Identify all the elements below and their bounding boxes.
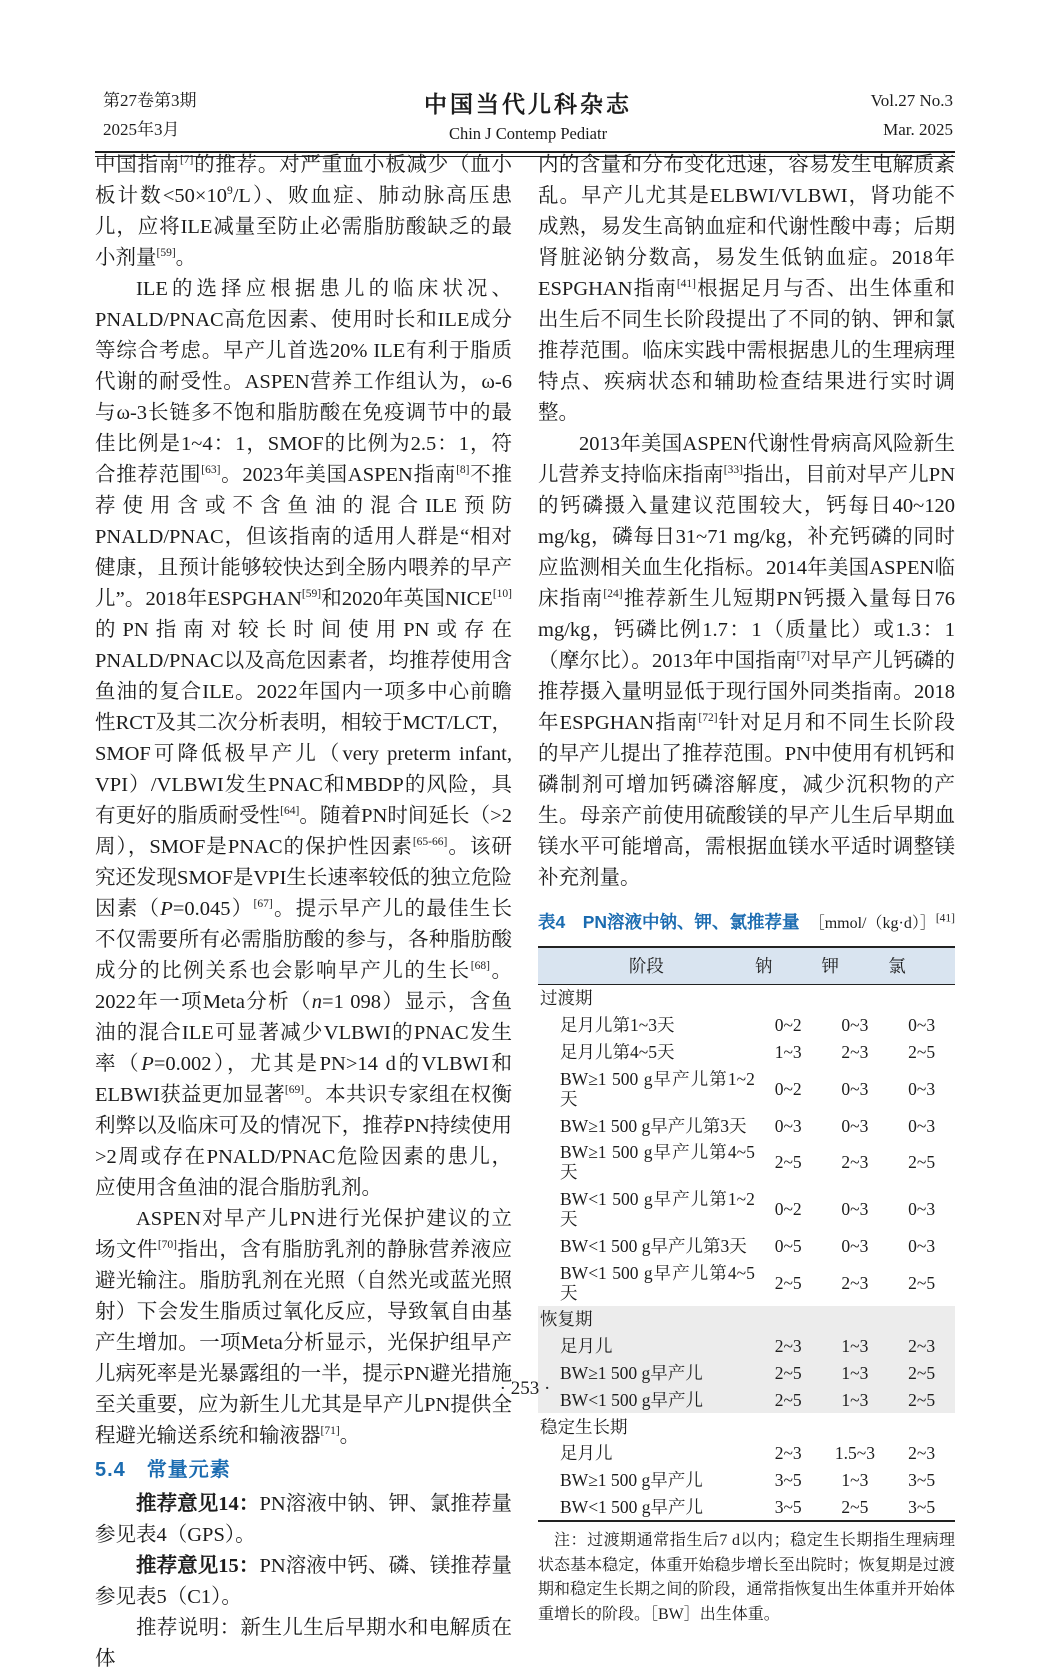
table4-col-header: 氯 — [888, 947, 955, 985]
journal-title-en: Chin J Contemp Pediatr — [448, 124, 608, 143]
table4-caption — [538, 907, 955, 939]
text-run: 2013年美国ASPEN代谢性骨病高风险新生儿营养支持临床指南 — [538, 433, 955, 486]
paragraph — [95, 1551, 512, 1613]
table4-value-cell: 2~5 — [774, 1272, 802, 1293]
paragraph — [95, 150, 512, 274]
text-run: n — [311, 991, 323, 1013]
table4-value-cell: 1~3 — [841, 1470, 869, 1491]
table4-section-label: 稳定生长期 — [540, 1416, 628, 1437]
table4-value-cell: 2~5 — [908, 1152, 936, 1173]
table4-value-cell: 1~3 — [774, 1041, 802, 1062]
table4-stage-cell: BW≥1 500 g早产儿第1~2天 — [560, 1068, 755, 1109]
table4-value-cell: 2~3 — [841, 1041, 869, 1062]
table4-stage-cell: 足月儿第1~3天 — [560, 1015, 675, 1036]
table4-stage-cell: BW≥1 500 g早产儿第3天 — [560, 1115, 747, 1136]
table4-stage-cell: BW≥1 500 g早产儿 — [560, 1470, 703, 1491]
text-run: 推荐新生儿短期PN钙摄入量每日76 mg/kg，钙磷比例1.7：1（质量比）或1.3：1（摩尔比）。2013年中国指南 — [538, 588, 955, 672]
paragraph — [95, 274, 512, 1204]
table4-row — [538, 1112, 955, 1139]
citation-ref: [8] — [456, 464, 470, 477]
table4-value-cell: 0~2 — [774, 1015, 802, 1036]
table4-unit — [809, 908, 955, 939]
text-run: 。随着PN时间延长（>2周），SMOF是PNAC的保护性因素 — [95, 805, 512, 858]
citation-ref: [41] — [935, 912, 955, 925]
text-run: 指出，目前对早产儿PN的钙磷摄入量建议范围较大，钙每日40~120 mg/kg，磷每日31~71 mg/kg，补充钙磷的同时应监测相关血生化指标。2014年美国ASPEN临床指南 — [538, 464, 956, 610]
table4-value-cell: 2~5 — [755, 1360, 822, 1387]
table4-value-cell: 0~3 — [841, 1199, 869, 1220]
table4-note: 注：过渡期通常指生后7 d以内；稳定生长期指生理病理状态基本稳定，体重开始稳步增长至出院时；恢复期是过渡期和稳定生长期之间的阶段，通常指恢复出生体重并开始体重增长的阶段。［BW］出生体重。 — [538, 1532, 955, 1623]
paragraph — [95, 1613, 512, 1675]
citation-ref: [72] — [698, 712, 718, 725]
table4-row — [538, 1259, 955, 1306]
citation-ref: [59] — [156, 247, 176, 260]
text-run: 推荐意见14： — [136, 1493, 260, 1515]
paragraph — [95, 1204, 512, 1452]
table4-stage-cell: 足月儿第4~5天 — [560, 1041, 675, 1062]
table4-value-cell: 2~3 — [908, 1443, 936, 1464]
citation-ref: [69] — [284, 1084, 305, 1097]
paragraph — [95, 1489, 512, 1551]
table4-value-cell: 0~3 — [908, 1078, 936, 1099]
table4-value-cell: 3~5 — [908, 1496, 936, 1517]
right-column — [538, 150, 955, 1675]
table4-head-row — [538, 947, 955, 985]
table4-value-cell: 0~3 — [841, 1015, 869, 1036]
text-run: 5.4 常量元素 — [95, 1459, 231, 1481]
citation-ref: [7] — [796, 650, 811, 663]
citation-ref: [59] — [301, 588, 322, 601]
citation-ref: [7] — [179, 154, 194, 167]
table4-row — [538, 1494, 955, 1522]
table4-stage-cell: BW≥1 500 g早产儿第4~5天 — [560, 1142, 755, 1183]
text-run: 。2023年美国ASPEN指南 — [220, 464, 457, 486]
table4-row — [538, 1467, 955, 1494]
table4-row — [538, 1333, 955, 1360]
text-run: 根据足月与否、出生体重和出生后不同生长阶段提出了不同的钠、钾和氯推荐范围。临床实践中需根据患儿的生理病理特点、疾病状态和辅助检查结果进行实时调整。 — [538, 278, 956, 424]
table4-value-cell: 0~3 — [841, 1078, 869, 1099]
table4-value-cell: 0~3 — [908, 1115, 936, 1136]
citation-ref: [10] — [492, 588, 512, 601]
table4-value-cell: 0~2 — [774, 1199, 802, 1220]
table4-stage-cell: BW<1 500 g早产儿第4~5天 — [560, 1262, 755, 1303]
table4-row — [538, 1186, 955, 1233]
table4-value-cell: 1~3 — [822, 1386, 889, 1413]
citation-ref: [67] — [253, 898, 273, 911]
header-right — [763, 86, 955, 144]
text-run: /L）、败血症、肺动脉高压患儿，应将ILE减量至防止必需脂肪酸缺乏的最小剂量 — [95, 185, 513, 269]
table4-row — [538, 1039, 955, 1066]
table4-value-cell: 2~3 — [888, 1333, 955, 1360]
table4-stage-cell: BW<1 500 g早产儿第1~2天 — [560, 1189, 755, 1230]
table4-section-label: 过渡期 — [540, 988, 593, 1009]
text-run: 的PN指南对较长时间使用PN或存在PNALD/PNAC以及高危因素者，均推荐使用含鱼油的复合ILE。2022年国内一项多中心前瞻性RCT及其二次分析表明，相较于MCT/LCT，SMOF可降低极早产儿（very preterm infant, VPI）/VLBWI发生PNAC和MBDP的风险，具有更好的脂质耐受性 — [95, 619, 512, 827]
table4-body — [538, 985, 955, 1522]
table4 — [538, 907, 955, 1627]
table4-stage-cell: BW<1 500 g早产儿 — [538, 1386, 755, 1413]
text-run: 。 — [339, 1425, 361, 1447]
date-en: Mar. 2025 — [883, 120, 953, 139]
text-run: =0.045） — [172, 898, 254, 920]
table4-row — [538, 1012, 955, 1039]
table4-value-cell: 3~5 — [774, 1496, 802, 1517]
text-run: 和2020年英国NICE — [321, 588, 493, 610]
text-run: P — [141, 1053, 154, 1075]
journal-header — [95, 86, 955, 157]
table4-section-row — [538, 985, 955, 1012]
citation-ref: [70] — [157, 1239, 177, 1252]
header-left — [95, 86, 293, 144]
text-run: 。提示早产儿的最佳生长不仅需要所有必需脂肪酸的参与，各种脂肪酸成分的比例关系也会影响早产儿的生长 — [95, 898, 513, 982]
table4-col-header: 阶段 — [538, 947, 755, 985]
citation-ref: [63] — [201, 464, 221, 477]
table4-value-cell: 0~3 — [841, 1235, 869, 1256]
text-run: 。2022年一项Meta分析（ — [95, 960, 513, 1013]
table4-row — [538, 1139, 955, 1186]
date-cn: 2025年3月 — [103, 120, 180, 139]
citation-ref: [71] — [320, 1425, 340, 1438]
table4-value-cell: 0~3 — [908, 1015, 936, 1036]
text-run: P — [160, 898, 173, 920]
citation-ref: 9 — [226, 185, 233, 198]
table4-value-cell: 0~3 — [841, 1115, 869, 1136]
table4-value-cell: 3~5 — [774, 1470, 802, 1491]
text-run: ［mmol/（kg·d）］ — [808, 915, 936, 932]
table4-value-cell: 2~3 — [841, 1272, 869, 1293]
table4-stage-cell: 足月儿 — [560, 1443, 613, 1464]
text-run: 的推荐。对严重血小板减少（血小板计数<50×10 — [95, 154, 513, 207]
text-run: ASPEN对早产儿PN进行光保护建议的立场文件 — [95, 1208, 512, 1261]
table4-stage-cell: BW<1 500 g早产儿第3天 — [560, 1235, 747, 1256]
table4-value-cell: 0~3 — [908, 1235, 936, 1256]
text-run: =0.002），尤其是PN>14 d的VLBWI和ELBWI获益更加显著 — [95, 1053, 513, 1106]
table4-value-cell: 2~5 — [888, 1386, 955, 1413]
table4-stage-cell: BW<1 500 g早产儿 — [560, 1496, 704, 1517]
text-run: 中国指南 — [95, 154, 180, 176]
text-run: 指出，含有脂肪乳剂的静脉营养液应避光输注。脂肪乳剂在光照（自然光或蓝光照射）下会发生脂质过氧化反应，导致氧自由基产生增加。一项Meta分析显示，光保护组早产儿病死率是光暴露组的一半，提示PN避光措施至关重要，应为新生儿尤其是早产儿PN提供全程避光输送系统和输液器 — [95, 1239, 513, 1447]
text-run: 内的含量和分布变化迅速，容易发生电解质紊乱。早产儿尤其是ELBWI/VLBWI，肾功能不成熟，易发生高钠血症和代谢性酸中毒；后期肾脏泌钠分数高，易发生低钠血症。2018年ESPGHAN指南 — [538, 154, 955, 300]
table4-section-row — [538, 1413, 955, 1440]
table4-value-cell: 0~3 — [908, 1199, 936, 1220]
section-heading — [95, 1455, 512, 1486]
text-run: 。该研究还发现SMOF是VPI生长速率较低的独立危险因素（ — [95, 836, 512, 920]
text-run: =1 098）显示，含鱼油的混合ILE可显著减少VLBWI的PNAC发生率（ — [95, 991, 513, 1075]
citation-ref: [33] — [723, 464, 743, 477]
page-body — [95, 150, 955, 1675]
header-center — [293, 86, 763, 144]
table4-row — [538, 1440, 955, 1467]
table4-value-cell: 3~5 — [908, 1470, 936, 1491]
text-run: 推荐说明：新生儿生后早期水和电解质在体 — [95, 1617, 512, 1670]
paragraph — [538, 150, 955, 429]
citation-ref: [41] — [676, 278, 696, 291]
table4-value-cell: 2~5 — [774, 1152, 802, 1173]
text-run: 不推荐使用含或不含鱼油的混合ILE预防PNALD/PNAC，但该指南的适用人群是“相对健康，且预计能够较快达到全肠内喂养的早产儿”。2018年ESPGHAN — [95, 464, 513, 610]
table4-col-header: 钾 — [822, 947, 889, 985]
table4-value-cell: 0~3 — [774, 1115, 802, 1136]
citation-ref: [68] — [470, 960, 490, 973]
text-run: 针对足月和不同生长阶段的早产儿提出了推荐范围。PN中使用有机钙和磷制剂可增加钙磷溶解度，减少沉积物的产生。母亲产前使用硫酸镁的早产儿生后早期血镁水平可能增高，需根据血镁水平适时调整镁补充剂量。 — [538, 712, 956, 889]
page-number: · 253 · — [499, 1378, 551, 1399]
text-run: 。本共识专家组在权衡利弊以及临床可及的情况下，推荐PN持续使用>2周或存在PNALD/PNAC危险因素的患儿，应使用含鱼油的混合脂肪乳剂。 — [95, 1084, 512, 1199]
table4-value-cell: 2~5 — [908, 1272, 936, 1293]
table4-row — [538, 1065, 955, 1112]
table4-grid — [538, 946, 955, 1522]
text-run: PN溶液中钠、钾、氯推荐量参见表4（GPS）。 — [95, 1493, 512, 1546]
text-run: 对早产儿钙磷的推荐摄入量明显低于现行国外同类指南。2018年ESPGHAN指南 — [538, 650, 956, 734]
journal-title-cn: 中国当代儿科杂志 — [424, 92, 632, 117]
text-run: PN溶液中钙、磷、镁推荐量参见表5（C1）。 — [95, 1555, 512, 1608]
table4-row — [538, 1232, 955, 1259]
table4-value-cell: 1.5~3 — [834, 1443, 875, 1464]
table4-value-cell: 2~5 — [755, 1386, 822, 1413]
table4-value-cell: 2~5 — [908, 1041, 936, 1062]
table4-value-cell: 0~2 — [774, 1078, 802, 1099]
table4-value-cell: 2~5 — [888, 1360, 955, 1387]
table4-stage-cell: BW≥1 500 g早产儿 — [538, 1360, 755, 1387]
table4-value-cell: 2~5 — [841, 1496, 869, 1517]
table4-section-row — [538, 1306, 955, 1333]
text-run: ILE的选择应根据患儿的临床状况、PNALD/PNAC高危因素、使用时长和ILE成分等综合考虑。早产儿首选20% ILE有利于脂质代谢的耐受性。ASPEN营养工作组认为，ω-6与ω-3长链多不饱和脂肪酸在免疫调节中的最佳比例是1~4：1，SMOF的比例为2.5：1，符合推荐范围 — [95, 278, 512, 486]
table4-col-header: 钠 — [755, 947, 822, 985]
volume-issue-cn: 第27卷第3期 — [103, 91, 197, 110]
table4-title: 表4 PN溶液中钠、钾、氯推荐量 — [538, 912, 800, 932]
table4-value-cell: 1~3 — [822, 1333, 889, 1360]
citation-ref: [65-66] — [412, 836, 448, 849]
left-column — [95, 150, 512, 1675]
volume-issue-en: Vol.27 No.3 — [870, 91, 953, 110]
text-run: 推荐意见15： — [136, 1555, 260, 1577]
table4-value-cell: 2~3 — [774, 1443, 802, 1464]
right-column-text — [538, 150, 955, 894]
table4-value-cell: 1~3 — [822, 1360, 889, 1387]
citation-ref: [24] — [603, 588, 623, 601]
paragraph — [538, 429, 955, 894]
table4-section-label: 恢复期 — [538, 1306, 955, 1333]
table4-value-cell: 0~5 — [774, 1235, 802, 1256]
table4-value-cell: 2~3 — [841, 1152, 869, 1173]
table4-stage-cell: 足月儿 — [538, 1333, 755, 1360]
text-run: 。 — [175, 247, 197, 269]
table4-value-cell: 2~3 — [755, 1333, 822, 1360]
citation-ref: [64] — [280, 805, 300, 818]
